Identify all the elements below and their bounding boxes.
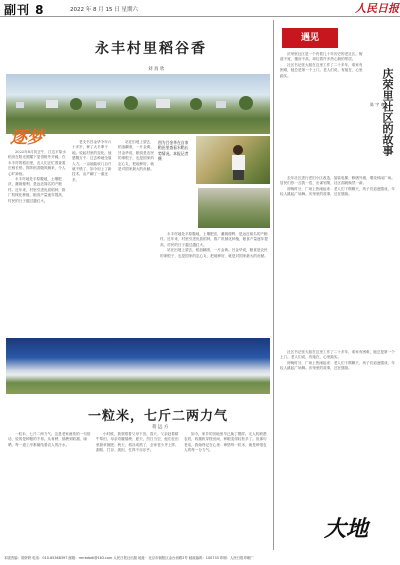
issue-date: 2022 年 8 月 15 日 星期六 — [70, 7, 138, 13]
article1-column-2 — [72, 140, 114, 335]
article1-title: 永丰村里稻谷香 — [95, 41, 207, 57]
masthead — [0, 0, 400, 17]
article1-paragraph: 老支书吕金华今年六十多岁，种了大半辈子地。说起村里的变化，他感慨万千：过去种地全靠人力，一亩地能收几百斤就不错了，如今用上了新技术，亩产翻了一番还多。 — [72, 140, 112, 182]
article2-title: 一粒米，七斤二两力气 — [88, 409, 229, 424]
newspaper-logo: 人民日报 — [355, 2, 399, 15]
article1-paragraph: 永丰村地处平原腹地，土壤肥沃，灌溉便利，是远近闻名的产粮村。近年来，村里引进优质稻种，推广机械化种植，粮食产量逐年提高，村民的日子越过越红火。 — [8, 177, 66, 203]
article2-column-2 — [96, 432, 180, 550]
column-right-paragraph: 傍晚时分，广场上热闹起来：老人们下棋聊天，孩子们追逐嬉戏，年轻人跳起广场舞。庆荣里的故事，还在继续。 — [280, 186, 395, 197]
article2-column-1 — [8, 432, 92, 550]
column-divider — [273, 20, 274, 550]
column-right-paragraph: 社区书记张大姐在这里工作了二十多年，谁家有困难，她总是第一个上门。老人们说，有她在，心里踏实。 — [280, 350, 395, 360]
column-right-author: 陈 宇 南 — [370, 102, 385, 107]
page-footer: 本版责编：胡妍妍 电话：010-65368397 邮箱：rmrbdadi@163.com 人民日报社出版 地址：北京市朝阳区金台西路2号 邮政编码：100733 印刷：人民日报印刷厂 — [4, 556, 254, 560]
column-right-text-2 — [280, 176, 396, 346]
article1-column-1 — [8, 150, 68, 335]
zhumeng-badge: 逐梦 — [10, 128, 44, 148]
farmer-figure-icon — [196, 136, 270, 184]
column-right-paragraph: 庆荣里社区是一个有着几十年历史的老社区。街道不宽，楼房不高，却住着许多热心肠的邻居。 — [280, 52, 363, 62]
article2-byline: 蒋 远 方 — [152, 425, 169, 430]
photo-caption: 图为吕金华在自家稻田里查看水稻长势情况。本报记者 摄 — [158, 140, 189, 162]
farmer-photo — [196, 136, 270, 184]
column-right-text-1 — [280, 52, 364, 172]
column-right-paragraph: 去年社区进行老旧小区改造，加装电梯、修缮外墙、增设休闲广场。居民们你一言我一语，出谋划策，社区面貌焕然一新。 — [280, 176, 395, 186]
article2-paragraph: 一粒米，七斤二两力气。这是老家流传的一句俗话，说的是种粮的不易。从育秧、插秧到收割、晾晒，每一道工序都凝结着农人的汗水。 — [8, 432, 91, 447]
article1-paragraph: 站在田埂上望去，稻浪翻滚，一片金黄。吕金华说，粮食是农民的命根子，也是国家的定心丸，把地种好，就是对国家最大的贡献。 — [160, 248, 268, 258]
article1-paragraph: 2022年8月初正午，江边平原水稻田在阳光照耀下显得格外开阔。在永丰村的稻田里，农人们正忙着查看庄稼长势。阵阵稻香随风飘来，令人心旷神怡。 — [8, 150, 66, 176]
dadi-logo: 大地 — [324, 516, 369, 542]
column-right-paragraph: 社区书记张大姐在这里工作了二十多年，谁家有困难，她总是第一个上门。老人们说，有她在，心里踏实。 — [280, 62, 363, 78]
article1-paragraph: 永丰村地处平原腹地，土壤肥沃，灌溉便利，是远近闻名的产粮村。近年来，村里引进优质稻种，推广机械化种植，粮食产量逐年提高，村民的日子越过越红火。 — [160, 232, 268, 247]
article1-byline: 刘 真 欣 — [148, 67, 165, 72]
paddy-photo — [198, 188, 270, 228]
column-right-text-3 — [280, 350, 396, 505]
yujian-badge: 遇见 — [282, 28, 338, 48]
section-label: 副刊 8 — [4, 3, 45, 17]
article2-paragraph: 如今，家乡的田地里早已换了模样。无人机喷洒农药，收割机穿梭田间，种粮变得轻松多了。但那句老话，我始终记在心里：珍惜每一粒米，就是珍惜农人的每一分力气。 — [184, 432, 267, 453]
column-right-paragraph: 傍晚时分，广场上热闹起来：老人们下棋聊天，孩子们追逐嬉戏，年轻人跳起广场舞。庆荣里的故事，还在继续。 — [280, 360, 395, 371]
article1-paragraph: 站在田埂上望去，稻浪翻滚，一片金黄。吕金华说，粮食是农民的命根子，也是国家的定心丸，把地种好，就是对国家最大的贡献。 — [118, 140, 154, 172]
column-right-title: 庆荣里社区的故事 — [381, 68, 394, 156]
article2-column-3 — [184, 432, 270, 550]
article1-column-3 — [118, 140, 156, 335]
article1-column-4 — [160, 232, 270, 335]
river-landscape-photo — [6, 338, 270, 394]
article2-paragraph: 小时候，我常跟着父母下田。春天，父亲赶着耕牛犁田，母亲弯腰插秧；夏天，烈日当空，他们在田里除草施肥；秋天，稻谷成熟了，全家老少齐上阵，割稻、打谷、挑担，忙得不亦乐乎。 — [96, 432, 179, 453]
